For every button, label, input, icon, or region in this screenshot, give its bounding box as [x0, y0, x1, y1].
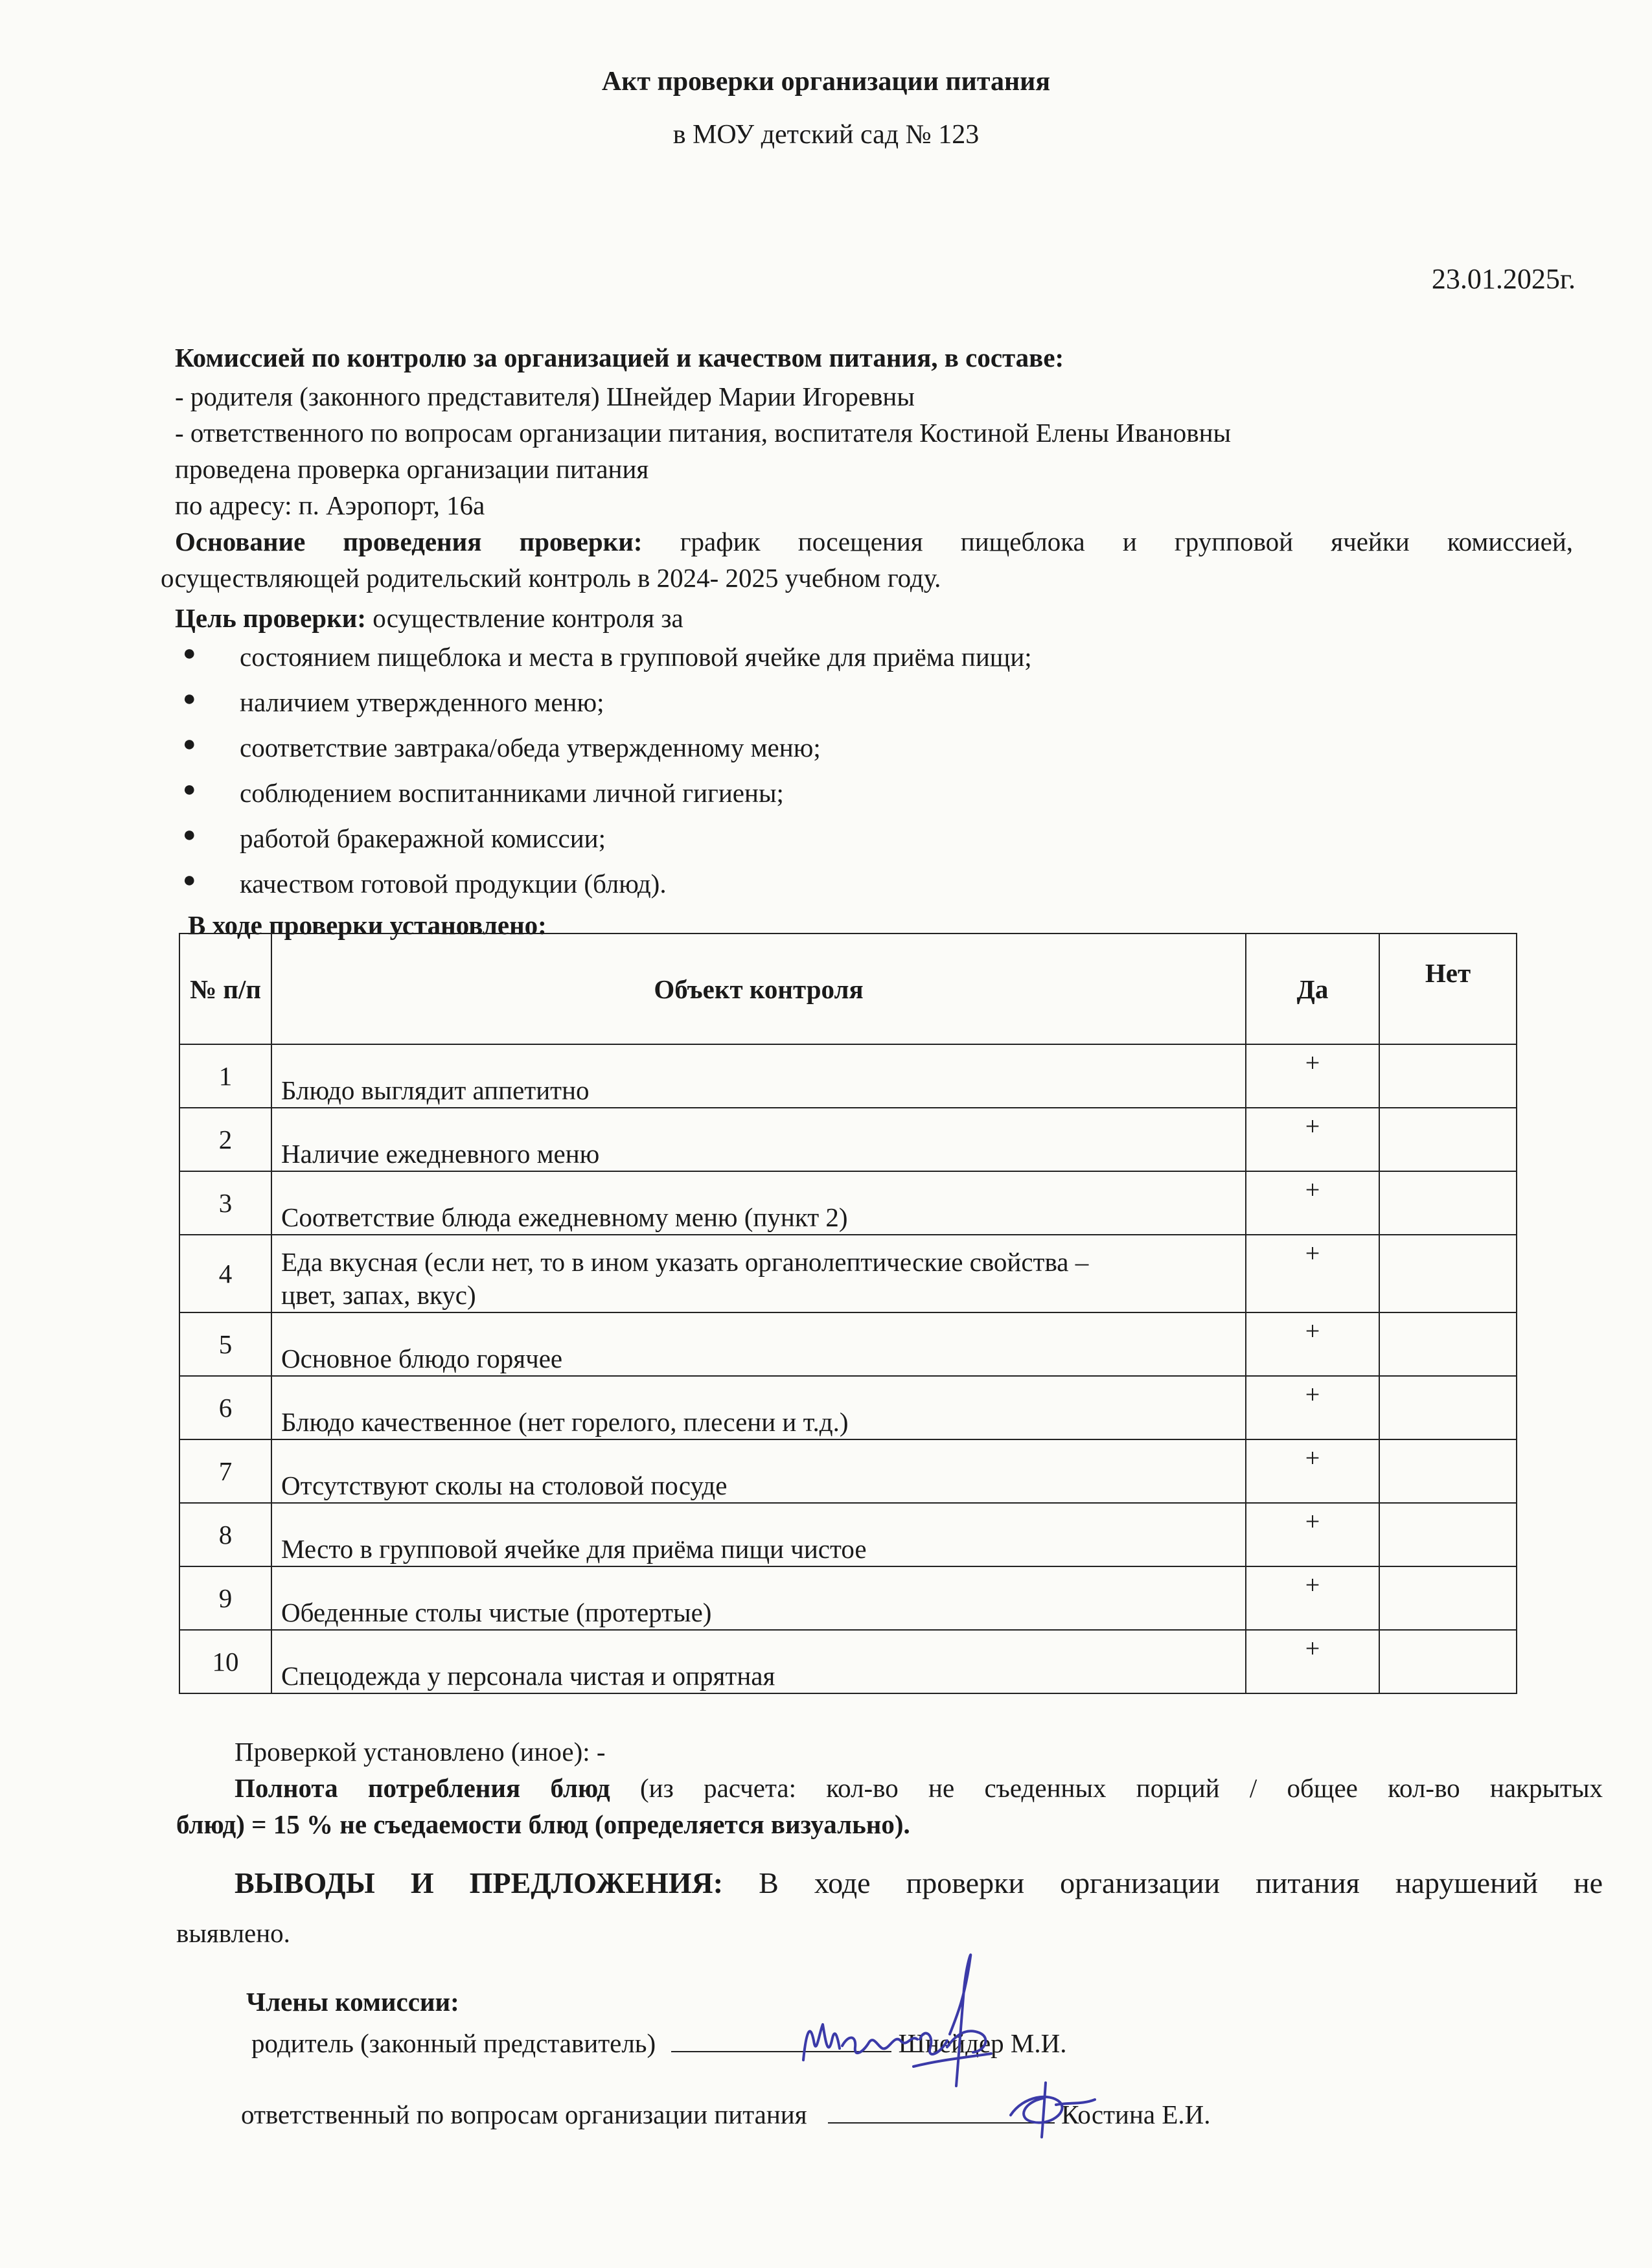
row-object: Соответствие блюда ежедневному меню (пункт 2) — [271, 1171, 1246, 1235]
table-row — [179, 1566, 1517, 1630]
row-number: 5 — [179, 1312, 271, 1376]
row-yes-mark: + — [1246, 1376, 1379, 1439]
row-object: Обеденные столы чистые (протертые) — [271, 1566, 1246, 1630]
row-yes-mark: + — [1246, 1044, 1379, 1108]
row-number: 6 — [179, 1376, 271, 1439]
parent-handwritten-signature — [797, 1937, 1017, 2092]
responsible-name: Костина Е.И. — [1061, 2100, 1211, 2129]
goal-item: ● соответствие завтрака/обеда утвержденному меню; — [183, 732, 821, 762]
table-row — [179, 1630, 1517, 1693]
basis-text: график посещения пищеблока и групповой ячейки комиссией, — [680, 527, 1574, 556]
row-number: 9 — [179, 1566, 271, 1630]
row-object: Отсутствуют сколы на столовой посуде — [271, 1439, 1246, 1503]
responsible-handwritten-signature — [998, 2076, 1101, 2141]
column-header-object: Объект контроля — [271, 934, 1246, 1044]
goal-item: ● соблюдением воспитанниками личной гигиены; — [183, 777, 784, 808]
row-object: Место в групповой ячейке для приёма пищи чистое — [271, 1503, 1246, 1566]
responsible-role: ответственный по вопросам организации питания — [241, 2100, 807, 2129]
conclusions-text: В ходе проверки организации питания нарушений не — [759, 1866, 1603, 1899]
bullet-icon: ● — [183, 823, 196, 847]
goal-item: ● наличием утвержденного меню; — [183, 687, 604, 717]
row-no-mark — [1379, 1108, 1517, 1171]
row-number: 10 — [179, 1630, 271, 1693]
basis-label: Основание проведения проверки: — [175, 527, 643, 556]
row-no-mark — [1379, 1235, 1517, 1312]
document-date: 23.01.2025г. — [1431, 263, 1576, 295]
completeness-result: блюд) = 15 % не съедаемости блюд (определяется визуально). — [176, 1809, 910, 1839]
address-text: по адресу: п. Аэропорт, 16а — [175, 490, 485, 520]
goal-label: Цель проверки: — [175, 603, 366, 633]
row-yes-mark: + — [1246, 1439, 1379, 1503]
row-no-mark — [1379, 1566, 1517, 1630]
row-number: 1 — [179, 1044, 271, 1108]
bullet-icon: ● — [183, 641, 196, 665]
bullet-icon: ● — [183, 732, 196, 756]
members-heading: Члены комиссии: — [246, 1987, 459, 2017]
findings-heading: В ходе проверки установлено: — [188, 910, 547, 940]
row-no-mark — [1379, 1439, 1517, 1503]
column-header-no: Нет — [1379, 934, 1517, 1044]
row-no-mark — [1379, 1312, 1517, 1376]
completeness-text: (из расчета: кол-во не съеденных порций / общее кол-во накрытых — [640, 1773, 1603, 1803]
basis-text-continued: осуществляющей родительский контроль в 2024- 2025 учебном году. — [161, 563, 941, 593]
goal-item: ● состоянием пищеблока и места в групповой ячейке для приёма пищи; — [183, 641, 1032, 672]
row-object: Наличие ежедневного меню — [271, 1108, 1246, 1171]
commission-heading: Комиссией по контролю за организацией и качеством питания, в составе: — [175, 343, 1064, 372]
row-object: Спецодежда у персонала чистая и опрятная — [271, 1630, 1246, 1693]
bullet-icon: ● — [183, 868, 196, 892]
row-yes-mark: + — [1246, 1312, 1379, 1376]
row-number: 8 — [179, 1503, 271, 1566]
row-object: Блюдо выглядит аппетитно — [271, 1044, 1246, 1108]
row-yes-mark: + — [1246, 1503, 1379, 1566]
commission-member-parent: - родителя (законного представителя) Шнейдер Марии Игоревны — [175, 382, 915, 411]
table-row — [179, 1376, 1517, 1439]
column-header-num: № п/п — [179, 934, 271, 1044]
conclusions-text-continued: выявлено. — [176, 1918, 290, 1948]
column-header-yes: Да — [1246, 934, 1379, 1044]
basis-line — [175, 526, 1573, 557]
parent-role: родитель (законный представитель) — [251, 2028, 656, 2058]
other-findings: Проверкой установлено (иное): - — [235, 1737, 606, 1767]
row-yes-mark: + — [1246, 1171, 1379, 1235]
row-no-mark — [1379, 1376, 1517, 1439]
row-yes-mark: + — [1246, 1630, 1379, 1693]
bullet-icon: ● — [183, 777, 196, 801]
goal-item: ● работой бракеражной комиссии; — [183, 823, 606, 853]
document-title: Акт проверки организации питания — [601, 67, 1051, 97]
table-row — [179, 1312, 1517, 1376]
table-row — [179, 1439, 1517, 1503]
row-number: 4 — [179, 1235, 271, 1312]
commission-member-responsible: - ответственного по вопросам организации питания, воспитателя Костиной Елены Ивановны — [175, 418, 1232, 448]
table-row — [179, 1044, 1517, 1108]
parent-name: Шнейдер М.И. — [898, 2028, 1067, 2058]
bullet-icon: ● — [183, 687, 196, 711]
row-no-mark — [1379, 1171, 1517, 1235]
goal-text: осуществление контроля за — [373, 603, 683, 633]
row-no-mark — [1379, 1503, 1517, 1566]
table-row — [179, 1503, 1517, 1566]
conclusions-label: ВЫВОДЫ И ПРЕДЛОЖЕНИЯ: — [235, 1866, 724, 1899]
conclusions-line — [235, 1866, 1603, 1900]
row-no-mark — [1379, 1044, 1517, 1108]
row-object: Основное блюдо горячее — [271, 1312, 1246, 1376]
row-yes-mark: + — [1246, 1235, 1379, 1312]
row-object: Блюдо качественное (нет горелого, плесени и т.д.) — [271, 1376, 1246, 1439]
goal-item: ● качеством готовой продукции (блюд). — [183, 868, 667, 899]
row-yes-mark: + — [1246, 1566, 1379, 1630]
goal-line — [175, 602, 683, 634]
row-yes-mark: + — [1246, 1108, 1379, 1171]
inspection-table — [179, 933, 1517, 1694]
table-row — [179, 1235, 1517, 1312]
row-object: Еда вкусная (если нет, то в ином указать органолептические свойства – цвет, запах, вкус) — [271, 1235, 1246, 1312]
document-subtitle: в МОУ детский сад № 123 — [672, 120, 980, 150]
row-number: 7 — [179, 1439, 271, 1503]
conducted-text: проведена проверка организации питания — [175, 454, 649, 484]
row-no-mark — [1379, 1630, 1517, 1693]
completeness-label: Полнота потребления блюд — [235, 1773, 610, 1803]
table-row — [179, 1108, 1517, 1171]
table-row — [179, 1171, 1517, 1235]
row-number: 3 — [179, 1171, 271, 1235]
completeness-line — [235, 1772, 1603, 1804]
row-number: 2 — [179, 1108, 271, 1171]
